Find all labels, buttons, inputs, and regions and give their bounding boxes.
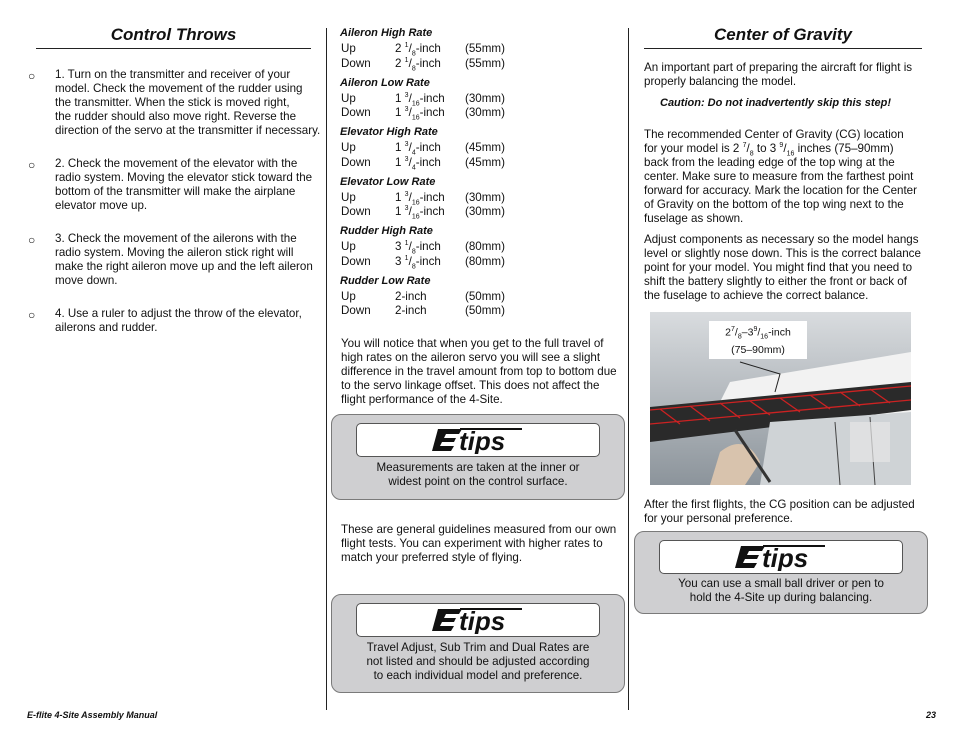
rate-direction: Down [341,155,371,169]
note-line: difference in the travel amount from top to bottom due [341,365,617,378]
guidelines-note [341,523,626,565]
step-text [55,157,325,213]
rate-direction: Down [341,304,371,317]
rate-mm: (45mm) [465,141,505,154]
checkbox-bullet-icon: ○ [28,233,36,247]
control-throws-title: Control Throws [110,25,237,44]
cg-intro [644,61,929,89]
cg-line: level or slightly nose down. This is the correct balance [644,247,921,260]
rate-inches: 1 $^3/_{16}$-inch [395,205,445,221]
svg-text:tips: tips [459,606,506,634]
rate-direction: Up [341,141,356,154]
cg-line: back from the leading edge of the top wing at the [644,156,895,169]
footer-manual-title: E-flite 4-Site Assembly Manual [27,710,158,720]
step-line: make the right aileron move up and the left aileron [55,260,313,273]
rate-direction: Up [341,91,356,105]
cg-line: point for your model. You might find that you need to [644,261,913,274]
rate-direction: Down [341,254,371,268]
cg-line: for your model is 2 $^7/_8$ to 3 $^9/_{16}$ inches (75–90mm) [644,142,894,158]
note-line: match your preferred style of flying. [341,551,523,564]
step-line: radio system. Moving the elevator stick toward the [55,171,313,184]
etips-text [332,641,624,683]
cg-line: An important part of preparing the aircraft for flight is [644,61,913,74]
rate-heading: Aileron High Rate [340,27,433,39]
rate-direction: Up [341,289,356,303]
step-line: radio system. Moving the aileron stick right will [55,246,294,259]
etips-logo [356,423,600,457]
step-line: 4. Use a ruler to adjust the throw of the elevator, [55,307,302,320]
step-text [55,232,325,288]
svg-text:tips: tips [762,543,809,571]
rate-direction: Down [341,106,371,119]
step-line: the transmitter. When the stick is moved right, [55,96,290,109]
etips-logo-icon [735,543,827,571]
etips-logo-icon [432,606,524,634]
etips-line: not listed and should be adjusted according [366,655,590,668]
etips-line: Measurements are taken at the inner or [376,461,580,474]
rate-direction: Up [341,190,356,204]
rate-inches: 3 $^1/_8$-inch [395,240,441,256]
etips-logo [356,603,600,637]
step-line: the rudder should also move right. Reverse the [55,110,297,123]
cg-photo-label: $2^7/_8-3^9/_{16}$-inch (75–90mm) [709,321,807,359]
etips-line: You can use a small ball driver or pen to [678,577,884,590]
step-line: 3. Check the movement of the ailerons with the [55,232,297,245]
rate-inches: 3 $^1/_8$-inch [395,254,441,270]
column-divider-right [628,28,629,710]
etips-box [331,594,625,693]
note-line: These are general guidelines measured from our own [341,523,617,536]
step-line: move down. [55,274,118,287]
note-line: flight tests. You can experiment with higher rates to [341,537,603,550]
step-line: ailerons and rudder. [55,321,158,334]
rate-direction: Down [341,205,371,218]
checkbox-bullet-icon: ○ [28,158,36,172]
step-text [55,68,325,138]
rate-direction: Down [341,56,371,70]
rate-direction: Up [341,42,356,55]
rate-mm: (50mm) [465,289,505,303]
svg-text:tips: tips [459,426,506,454]
rate-inches: 2-inch [395,289,427,303]
cg-photo [650,312,911,485]
etips-box [331,414,625,500]
rate-mm: (55mm) [465,56,505,70]
rates-note [341,337,626,407]
etips-text [635,577,927,605]
rate-mm: (30mm) [465,205,505,218]
rate-mm: (30mm) [465,106,505,119]
etips-box [634,531,928,614]
rate-mm: (30mm) [465,91,505,105]
rate-inches: 1 $^3/_4$-inch [395,141,441,157]
cg-line: properly balancing the model. [644,75,797,88]
rate-mm: (30mm) [465,190,505,204]
rate-mm: (55mm) [465,42,505,55]
cg-line: for your personal preference. [644,512,793,525]
step-line: model. Check the movement of the rudder using [55,82,303,95]
cg-line: shift the battery slightly to either the front or back of [644,275,907,288]
rate-heading: Aileron Low Rate [340,76,430,89]
etips-logo [659,540,903,574]
etips-text [332,461,624,489]
rate-inches: 1 $^3/_{16}$-inch [395,91,445,107]
cg-paragraph [644,233,929,303]
rate-direction: Up [341,240,356,253]
note-line: You will notice that when you get to the full travel of [341,337,604,350]
rate-inches: 1 $^3/_{16}$-inch [395,190,445,206]
etips-logo-icon [432,426,524,454]
cg-line: of Gravity on the bottom of the top wing next to the [644,198,904,211]
rate-mm: (80mm) [465,254,505,268]
rate-heading: Elevator Low Rate [340,175,436,188]
step-line: 2. Check the movement of the elevator with the [55,157,298,170]
etips-line: widest point on the control surface. [388,475,568,488]
rate-heading: Elevator High Rate [340,126,438,138]
rate-inches: 2 $^1/_8$-inch [395,42,441,58]
rate-mm: (50mm) [465,304,505,317]
cg-line: the fuselage to achieve the correct balance. [644,289,869,302]
cg-line: forward for accuracy. Mark the location for the Center [644,184,917,197]
cg-paragraph [644,128,929,226]
title-rule [36,48,311,49]
cg-line: center. Make sure to measure from the farthest point [644,170,914,183]
etips-line: Travel Adjust, Sub Trim and Dual Rates are [366,641,590,654]
checkbox-bullet-icon: ○ [28,308,36,322]
cg-after-note [644,498,929,526]
checkbox-bullet-icon: ○ [28,69,36,83]
rate-inches: 2-inch [395,304,427,317]
etips-line: hold the 4-Site up during balancing. [689,591,873,604]
rate-mm: (80mm) [465,240,505,253]
step-line: elevator move up. [55,199,148,212]
note-line: to the servo linkage offset. This does not affect the [341,379,600,392]
cg-title: Center of Gravity [714,25,852,44]
step-line: bottom of the transmitter will make the airplane [55,185,296,198]
step-line: 1. Turn on the transmitter and receiver of your [55,68,291,81]
cg-line: After the first flights, the CG position can be adjusted [644,498,915,511]
rate-mm: (45mm) [465,155,505,169]
step-text [55,307,325,335]
cg-line: Adjust components as necessary so the model hangs [644,233,919,246]
rate-heading: Rudder High Rate [340,225,433,237]
rate-inches: 1 $^3/_{16}$-inch [395,106,445,122]
rate-heading: Rudder Low Rate [340,274,431,287]
note-line: flight performance of the 4-Site. [341,393,503,406]
cg-line: fuselage as shown. [644,212,744,225]
cg-line: The recommended Center of Gravity (CG) location [644,128,904,141]
column-divider-left [326,28,327,710]
cg-title-rule [644,48,922,49]
caution-text: Caution: Do not inadvertently skip this step! [660,97,892,109]
etips-line: to each individual model and preference. [373,669,583,682]
rate-inches: 1 $^3/_4$-inch [395,155,441,171]
footer-page-number: 23 [925,710,936,720]
rate-inches: 2 $^1/_8$-inch [395,56,441,72]
step-line: direction of the servo at the transmitter if necessary. [55,124,321,137]
note-line: high rates on the aileron servo you will see a slight [341,351,601,364]
